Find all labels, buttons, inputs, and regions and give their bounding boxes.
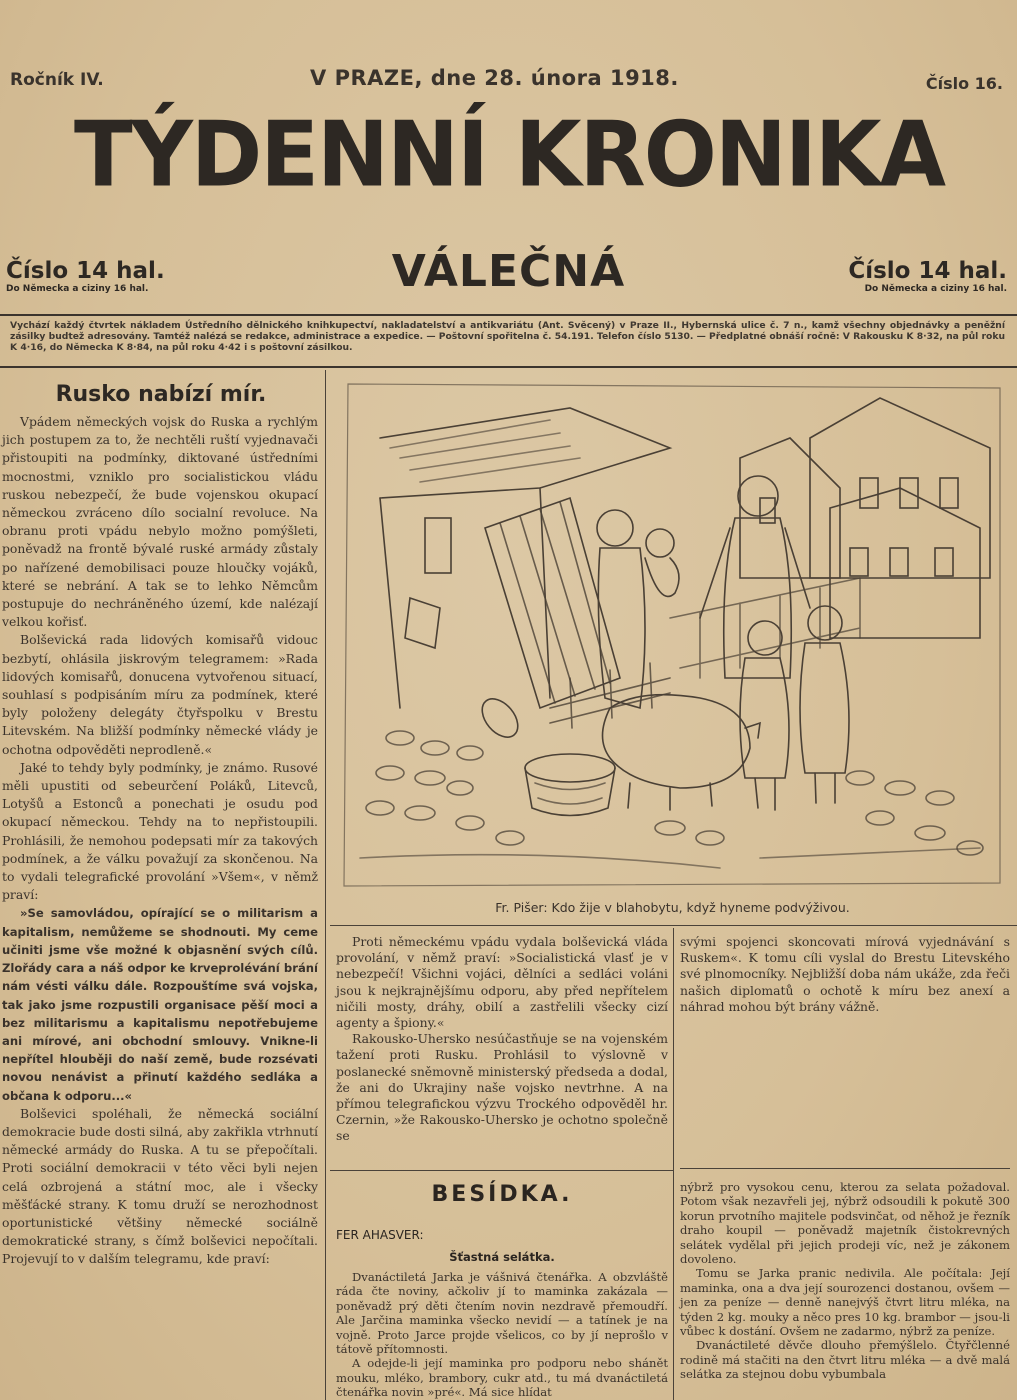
article-headline: Rusko nabízí mír. [55,382,267,407]
issue-number: Číslo 16. [925,74,1003,93]
column-divider [325,370,326,1400]
story-paragraph: nýbrž pro vysokou cenu, kterou za selata požadoval. Potom však nezavřeli jej, nýbrž odsoudili k pokutě 300 korun prvotního majitele podsvinčat, od něhož je řezník draho koupil — poněvadž majetník čistokrevných selátek vydělal při jejich prodeji víc, než je zákonem dovoleno. [680,1180,1010,1267]
story-paragraph: A odejde-li její maminka pro podporu nebo shánět mouku, mléko, brambory, cukr atd., tu má dvanáctiletá čtenářka novin »pré«. Má sice hlídat [336,1356,668,1400]
article-paragraph: Rakousko-Uhersko nesúčastňuje se na vojenském tažení proti Rusku. Prohlásil to výslovně v poslanecké sněmovně ministerský předseda a dodal, že ani do Ukrajiny naše vojsko nevtrhne. A na přímou telegrafickou výzvu Trockého odpověděl hr. Czernin, »že Rakousko-Uhersko je ochotno společně se [336,1031,668,1144]
article-paragraph: Vpádem německých vojsk do Ruska a rychlým jich postupem za to, že nechtěli ruští vyjednavači přistoupiti na podmínky, diktované ústředními mocnostmi, vzniklo pro socialistickou vládu ruskou nebezpečí, že bude vojenskou okupací německou zvráceno dílo socialní revoluce. Na obranu proti vpádu nebylo možno pomýšleti, poněvadž na frontě bývalé ruské armády zůstaly po nařízené demobilisaci pouze hloučky vojáků, které se nebrání. A tak se to lehko Němcům postupuje do nechráněného území, kde nalézají velkou kořisť. [2,414,318,630]
story-right-body [680,1180,1010,1382]
price-right-main: Číslo 14 hal. [848,258,1007,284]
impressum: Vychází každý čtvrtek nákladem Ústředního dělnického knihkupectví, nakladatelství a antikvariátu (Ant. Svěcený) v Praze II., Hybernská ulice č. 7 n., kamž všechny objednávky a peněžní zásilky budtež adresovány. Tamtéž nalézá se redakce, administrace a expedice. — Poštovní spořitelna č. 54.191. Telefon číslo 5130. — Předplatné obnáší ročně: V Rakousku K 8·32, na půl roku K 4·16, do Německa K 8·84, na půl roku 4·42 i s poštovní zásilkou. [10,320,1005,353]
story-right-rule [680,1168,1010,1169]
story-paragraph: Tomu se Jarka pranic nedivila. Ale počítala: Její maminka, ona a dva její sourozenci dostanou, ovšem — jen za peníze — denně nanejvýš čtvrt litru mléka, na týden 2 kg. mouky a něco pres 10 kg. brambor — jsou-li vůbec k dostání. Ovšem ne zadarmo, nýbrž za peníze. [680,1266,1010,1339]
price-left-note: Do Německa a ciziny 16 hal. [6,284,149,294]
header-rule-top [0,314,1017,316]
story-author: FER AHASVER: [336,1228,424,1242]
article-left-column [0,374,322,1269]
story-body [336,1270,668,1400]
price-right [848,258,1007,294]
caption-rule [330,925,1017,926]
story-right-column [680,1180,1010,1382]
besidka-rule [330,1170,673,1171]
article-paragraph: Proti německému vpádu vydala bolševická vláda provolání, v němž praví: »Socialistická vlasť je v nebezpečí! Všichni vojáci, dělníci a sedláci voláni jsou k nejkrajnějšímu odporu, aby před nepřítelem ničili mosty, dráhy, obilí a zastřelili všecky cizí agenty a špiony.« [336,934,668,1031]
story-title: Šťastná selátka. [449,1250,555,1264]
top-info-line [0,66,1017,96]
article-right-body [680,934,1010,1015]
article-mid-column [336,934,668,1145]
column-divider-right [673,928,674,1400]
article-right-column [680,934,1010,1015]
price-left-main: Číslo 14 hal. [6,258,165,284]
besidka-heading: BESÍDKA. [431,1182,573,1207]
story-column [336,1270,668,1400]
illustration-caption: Fr. Pišer: Kdo žije v blahobytu, když hyneme podvýživou. [495,900,850,915]
article-paragraph: Bolševická rada lidových komisařů vidouc bezbytí, ohlásila jiskrovým telegramem: »Rada lidových komisařů, donucena vytvořenou situací, souhlasí s podpisáním míru za podmínek, které byly položeny delegáty čtyřspolku v Brestu Litevském. Na bližší podmínky německé vlády je ochotna odpověděti neprodleně.« [2,632,318,757]
newspaper-title: TÝDENNÍ KRONIKA [73,102,945,208]
article-paragraph: Jaké to tehdy byly podmínky, je známo. Rusové měli upustiti od sebeurčení Poláků, Litevců, Lotyšů a Estonců a ponechati je osudu pod okupací německou. Tehdy na to nepřistoupili. Prohlásili, že nemohou podepsati mír za takových podmínek, a že válku považují za skončenou. Na to vydali telegrafické provolání »Všem«, v němž praví: [2,759,318,903]
engraving-illustration [340,378,1005,893]
volume-label: Ročník IV. [10,70,104,90]
article-mid-body [336,934,668,1145]
newspaper-subtitle: VÁLEČNÁ [391,246,626,297]
price-right-note: Do Německa a ciziny 16 hal. [864,284,1007,294]
article-quote: »Se samovládou, opírající se o militarism a kapitalism, nemůžeme se shodnouti. My ceme učiniti jsme vše možné k objasnění svých cílů. Zlořády cara a náš odpor ke krveprolévání brání nám vésti válku dále. Rozpouštíme svá vojska, tak jako jsme rozpustili organisace pěší moci a bez militarismu a kapitalismu nepotřebujeme ani mírové, ani obchodní smlouvy. Vnikne-li nepřítel hlouběji do naší země, bude rozsévati novou nenávist a přinutí každého sedláka a občana k odporu...« [2,906,318,1103]
issue-date: V PRAZE, dne 28. února 1918. [310,66,679,90]
story-paragraph: Dvanáctiletá Jarka je vášnivá čtenářka. A obzvláště ráda čte noviny, ačkoliv jí to maminka zakázala — poněvadž prý děti čtením novin nezdravě přemoudří. Ale Jarčina maminka všecko nevidí — a tatínek je na vojně. Proto Jarce projde všelicos, co by jí neprošlo v tátově přítomnosti. [336,1270,668,1357]
article-body [0,413,322,1269]
header-rule-bottom [0,366,1017,368]
article-paragraph: Bolševici spoléhali, že německá sociální demokracie bude dosti silná, aby zakřikla vtrhnutí německé armády do Ruska. A tu se přepočítali. Proti sociální demokracii v této věci byli nejen celá ozbrojená a státní moc, ale i všecky měšťácké strany. K tomu druží se nerozhodnost oportunistické většiny německé sociálně demokratické strany, s čímž bolševici nepočítali. Projevují to v dalším telegramu, kde praví: [2,1105,318,1267]
story-paragraph: Dvanáctileté děvče dlouho přemýšlelo. Čtyřčlenné rodině má stačiti na den čtvrt litru mléka — a dvě malá selátka za stejnou dobu vybumbala [680,1338,1010,1382]
article-paragraph: svými spojenci skoncovati mírová vyjednávání s Ruskem«. K tomu cíli vyslal do Brestu Litevského své plnomocníky. Nejbližší doba nám ukáže, zda řeči našich diplomatů o ochotě k míru bez anexí a náhrad mohou být brány vážně. [680,934,1010,1014]
